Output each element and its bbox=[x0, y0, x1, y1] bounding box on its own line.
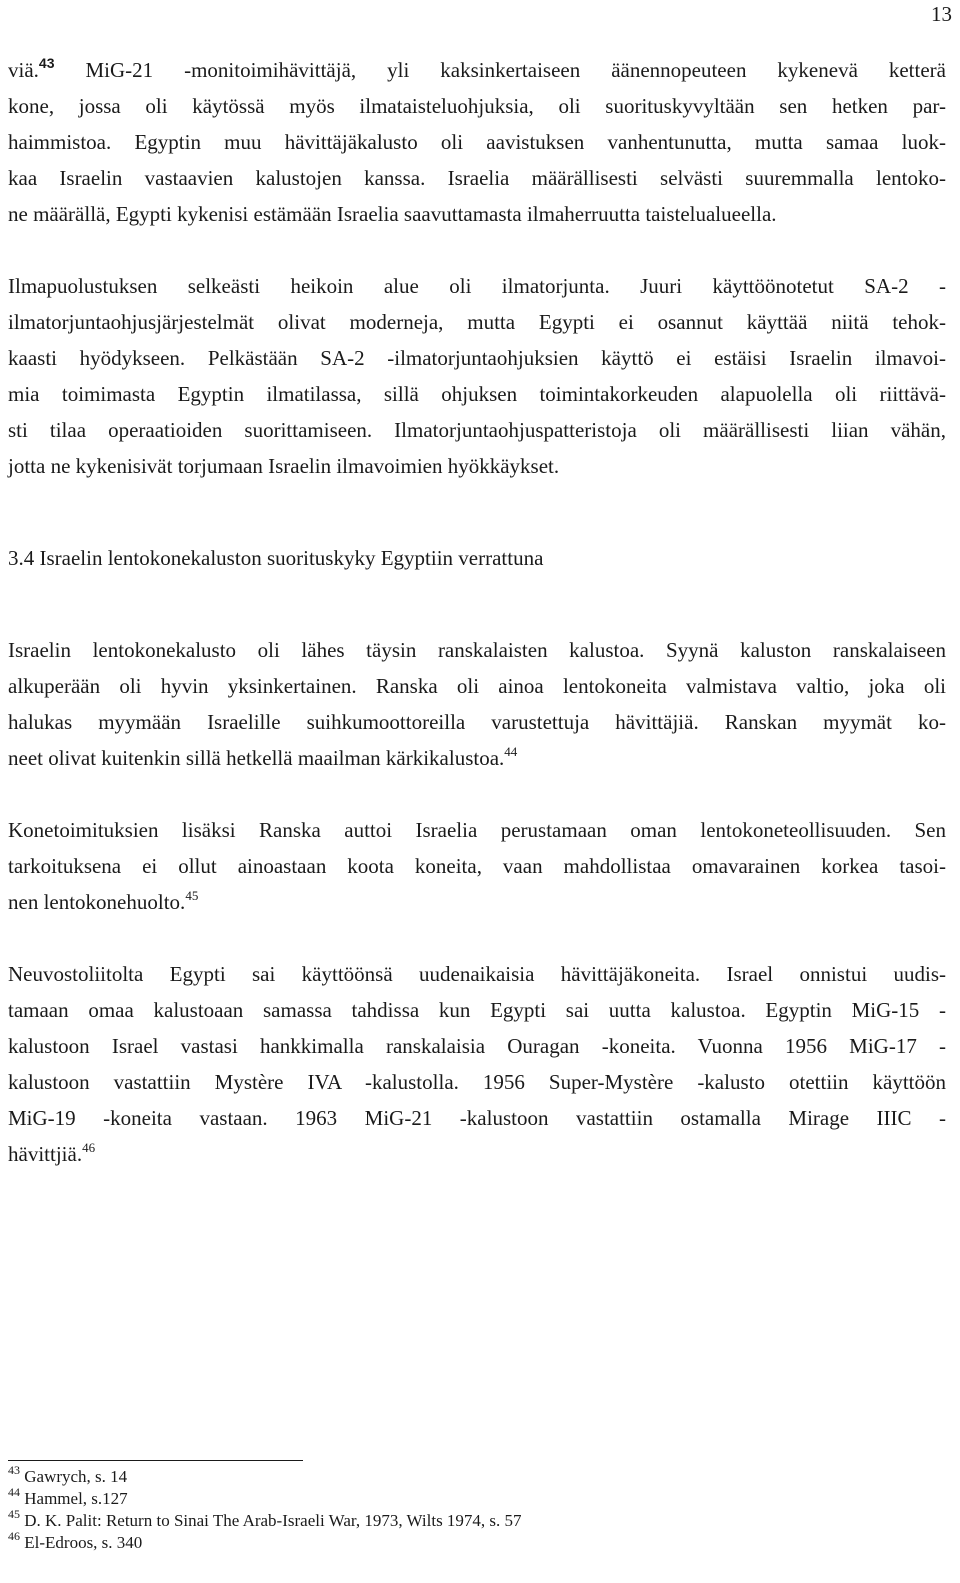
text-line: tarkoituksena ei ollut ainoastaan koota koneita, vaan mahdollistaa omavarainen korkea tasoi- bbox=[8, 854, 946, 878]
text-line bbox=[8, 1136, 946, 1172]
footnote-43 bbox=[8, 1463, 522, 1488]
paragraph-5 bbox=[8, 956, 946, 1172]
section-heading: 3.4 Israelin lentokonekaluston suorituskyky Egyptiin verrattuna bbox=[8, 546, 544, 570]
footnote-ref-43[interactable]: 43 bbox=[38, 55, 55, 71]
paragraph-3 bbox=[8, 632, 946, 776]
footnote-text: D. K. Palit: Return to Sinai The Arab-Israeli War, 1973, Wilts 1974, s. 57 bbox=[20, 1511, 522, 1530]
text-line: kalustoon Israel vastasi hankkimalla ranskalaisia Ouragan -koneita. Vuonna 1956 MiG-17 - bbox=[8, 1034, 946, 1058]
footnote-separator bbox=[8, 1460, 303, 1461]
text-line: kalustoon vastattiin Mystère IVA -kalustolla. 1956 Super-Mystère -kalusto otettiin käyttöön bbox=[8, 1070, 946, 1094]
text-line: halukas myymään Israelille suihkumoottoreilla varustettuja hävittäjiä. Ranskan myymät ko- bbox=[8, 710, 946, 734]
footnote-46 bbox=[8, 1529, 522, 1554]
text-fragment: nen lentokonehuolto. bbox=[8, 890, 186, 914]
paragraph-4 bbox=[8, 812, 946, 920]
text-line: kaasti hyödykseen. Pelkästään SA-2 -ilmatorjuntaohjuksien käyttö ei estäisi Israelin ilmavoi- bbox=[8, 346, 946, 370]
footnote-44 bbox=[8, 1485, 522, 1510]
text-line: mia toimimasta Egyptin ilmatilassa, sillä ohjuksen toimintakorkeuden alapuolella oli riittävä- bbox=[8, 382, 946, 406]
footnote-text: Gawrych, s. 14 bbox=[20, 1467, 128, 1486]
footnote-ref-46[interactable]: 46 bbox=[82, 1140, 96, 1155]
footnote-number: 43 bbox=[8, 1463, 20, 1477]
text-line: Neuvostoliitolta Egypti sai käyttöönsä uudenaikaisia hävittäjäkoneita. Israel onnistui uudis- bbox=[8, 962, 946, 986]
text-line bbox=[8, 740, 946, 776]
page-number: 13 bbox=[931, 2, 952, 26]
paragraph-1 bbox=[8, 52, 946, 232]
text-line: Konetoimituksien lisäksi Ranska auttoi Israelia perustamaan oman lentokoneteollisuuden. Sen bbox=[8, 818, 946, 842]
footnote-ref-44[interactable]: 44 bbox=[504, 744, 518, 759]
text-line: ilmatorjuntaohjusjärjestelmät olivat moderneja, mutta Egypti ei osannut käyttää niitä tehok- bbox=[8, 310, 946, 334]
text-fragment: neet olivat kuitenkin sillä hetkellä maailman kärkikalustoa. bbox=[8, 746, 505, 770]
text-line: Ilmapuolustuksen selkeästi heikoin alue oli ilmatorjunta. Juuri käyttöönotetut SA-2 - bbox=[8, 274, 946, 298]
text-fragment: MiG-21 -monitoimihävittäjä, yli kaksinkertaiseen äänennopeuteen kykenevä ketterä bbox=[54, 58, 946, 82]
paragraph-gap bbox=[8, 232, 946, 268]
text-line: MiG-19 -koneita vastaan. 1963 MiG-21 -kalustoon vastattiin ostamalla Mirage IIIC - bbox=[8, 1106, 946, 1130]
paragraph-2 bbox=[8, 268, 946, 484]
text-line: ne määrällä, Egypti kykenisi estämään Israelia saavuttamasta ilmaherruutta taistelualueella. bbox=[8, 202, 777, 226]
footnote-number: 46 bbox=[8, 1529, 20, 1543]
paragraph-gap bbox=[8, 920, 946, 956]
text-fragment: hävittjiä. bbox=[8, 1142, 83, 1166]
text-line bbox=[8, 884, 946, 920]
footnote-number: 45 bbox=[8, 1507, 20, 1521]
footnote-number: 44 bbox=[8, 1485, 20, 1499]
text-line: jotta ne kykenisivät torjumaan Israelin ilmavoimien hyökkäykset. bbox=[8, 454, 560, 478]
text-line: sti tilaa operaatioiden suorittamiseen. Ilmatorjuntaohjuspatteristoja oli määrällisesti liian vähän, bbox=[8, 418, 946, 442]
footnote-text: Hammel, s.127 bbox=[20, 1489, 128, 1508]
footnotes bbox=[8, 1463, 522, 1554]
text-line: alkuperään oli hyvin yksinkertainen. Ranska oli ainoa lentokoneita valmistava valtio, joka oli bbox=[8, 674, 946, 698]
paragraph-gap bbox=[8, 776, 946, 812]
text-fragment: viä. bbox=[8, 58, 39, 82]
text-line bbox=[8, 52, 946, 88]
text-line: kaa Israelin vastaavien kalustojen kanssa. Israelia määrällisesti selvästi suuremmalla lentoko- bbox=[8, 166, 946, 190]
text-line: kone, jossa oli käytössä myös ilmataisteluohjuksia, oli suorituskyvyltään sen hetken par- bbox=[8, 94, 946, 118]
text-line: tamaan omaa kalustoaan samassa tahdissa kun Egypti sai uutta kalustoa. Egyptin MiG-15 - bbox=[8, 998, 946, 1022]
text-line: haimmistoa. Egyptin muu hävittäjäkalusto oli aavistuksen vanhentunutta, mutta samaa luok- bbox=[8, 130, 946, 154]
footnote-45 bbox=[8, 1507, 522, 1532]
section-gap bbox=[8, 484, 946, 540]
footnote-text: El-Edroos, s. 340 bbox=[20, 1533, 143, 1552]
text-line: Israelin lentokonekalusto oli lähes täysin ranskalaisten kalustoa. Syynä kaluston ranskalaiseen bbox=[8, 638, 946, 662]
page-body bbox=[8, 52, 946, 1172]
footnote-ref-45[interactable]: 45 bbox=[185, 888, 199, 903]
section-gap bbox=[8, 576, 946, 632]
